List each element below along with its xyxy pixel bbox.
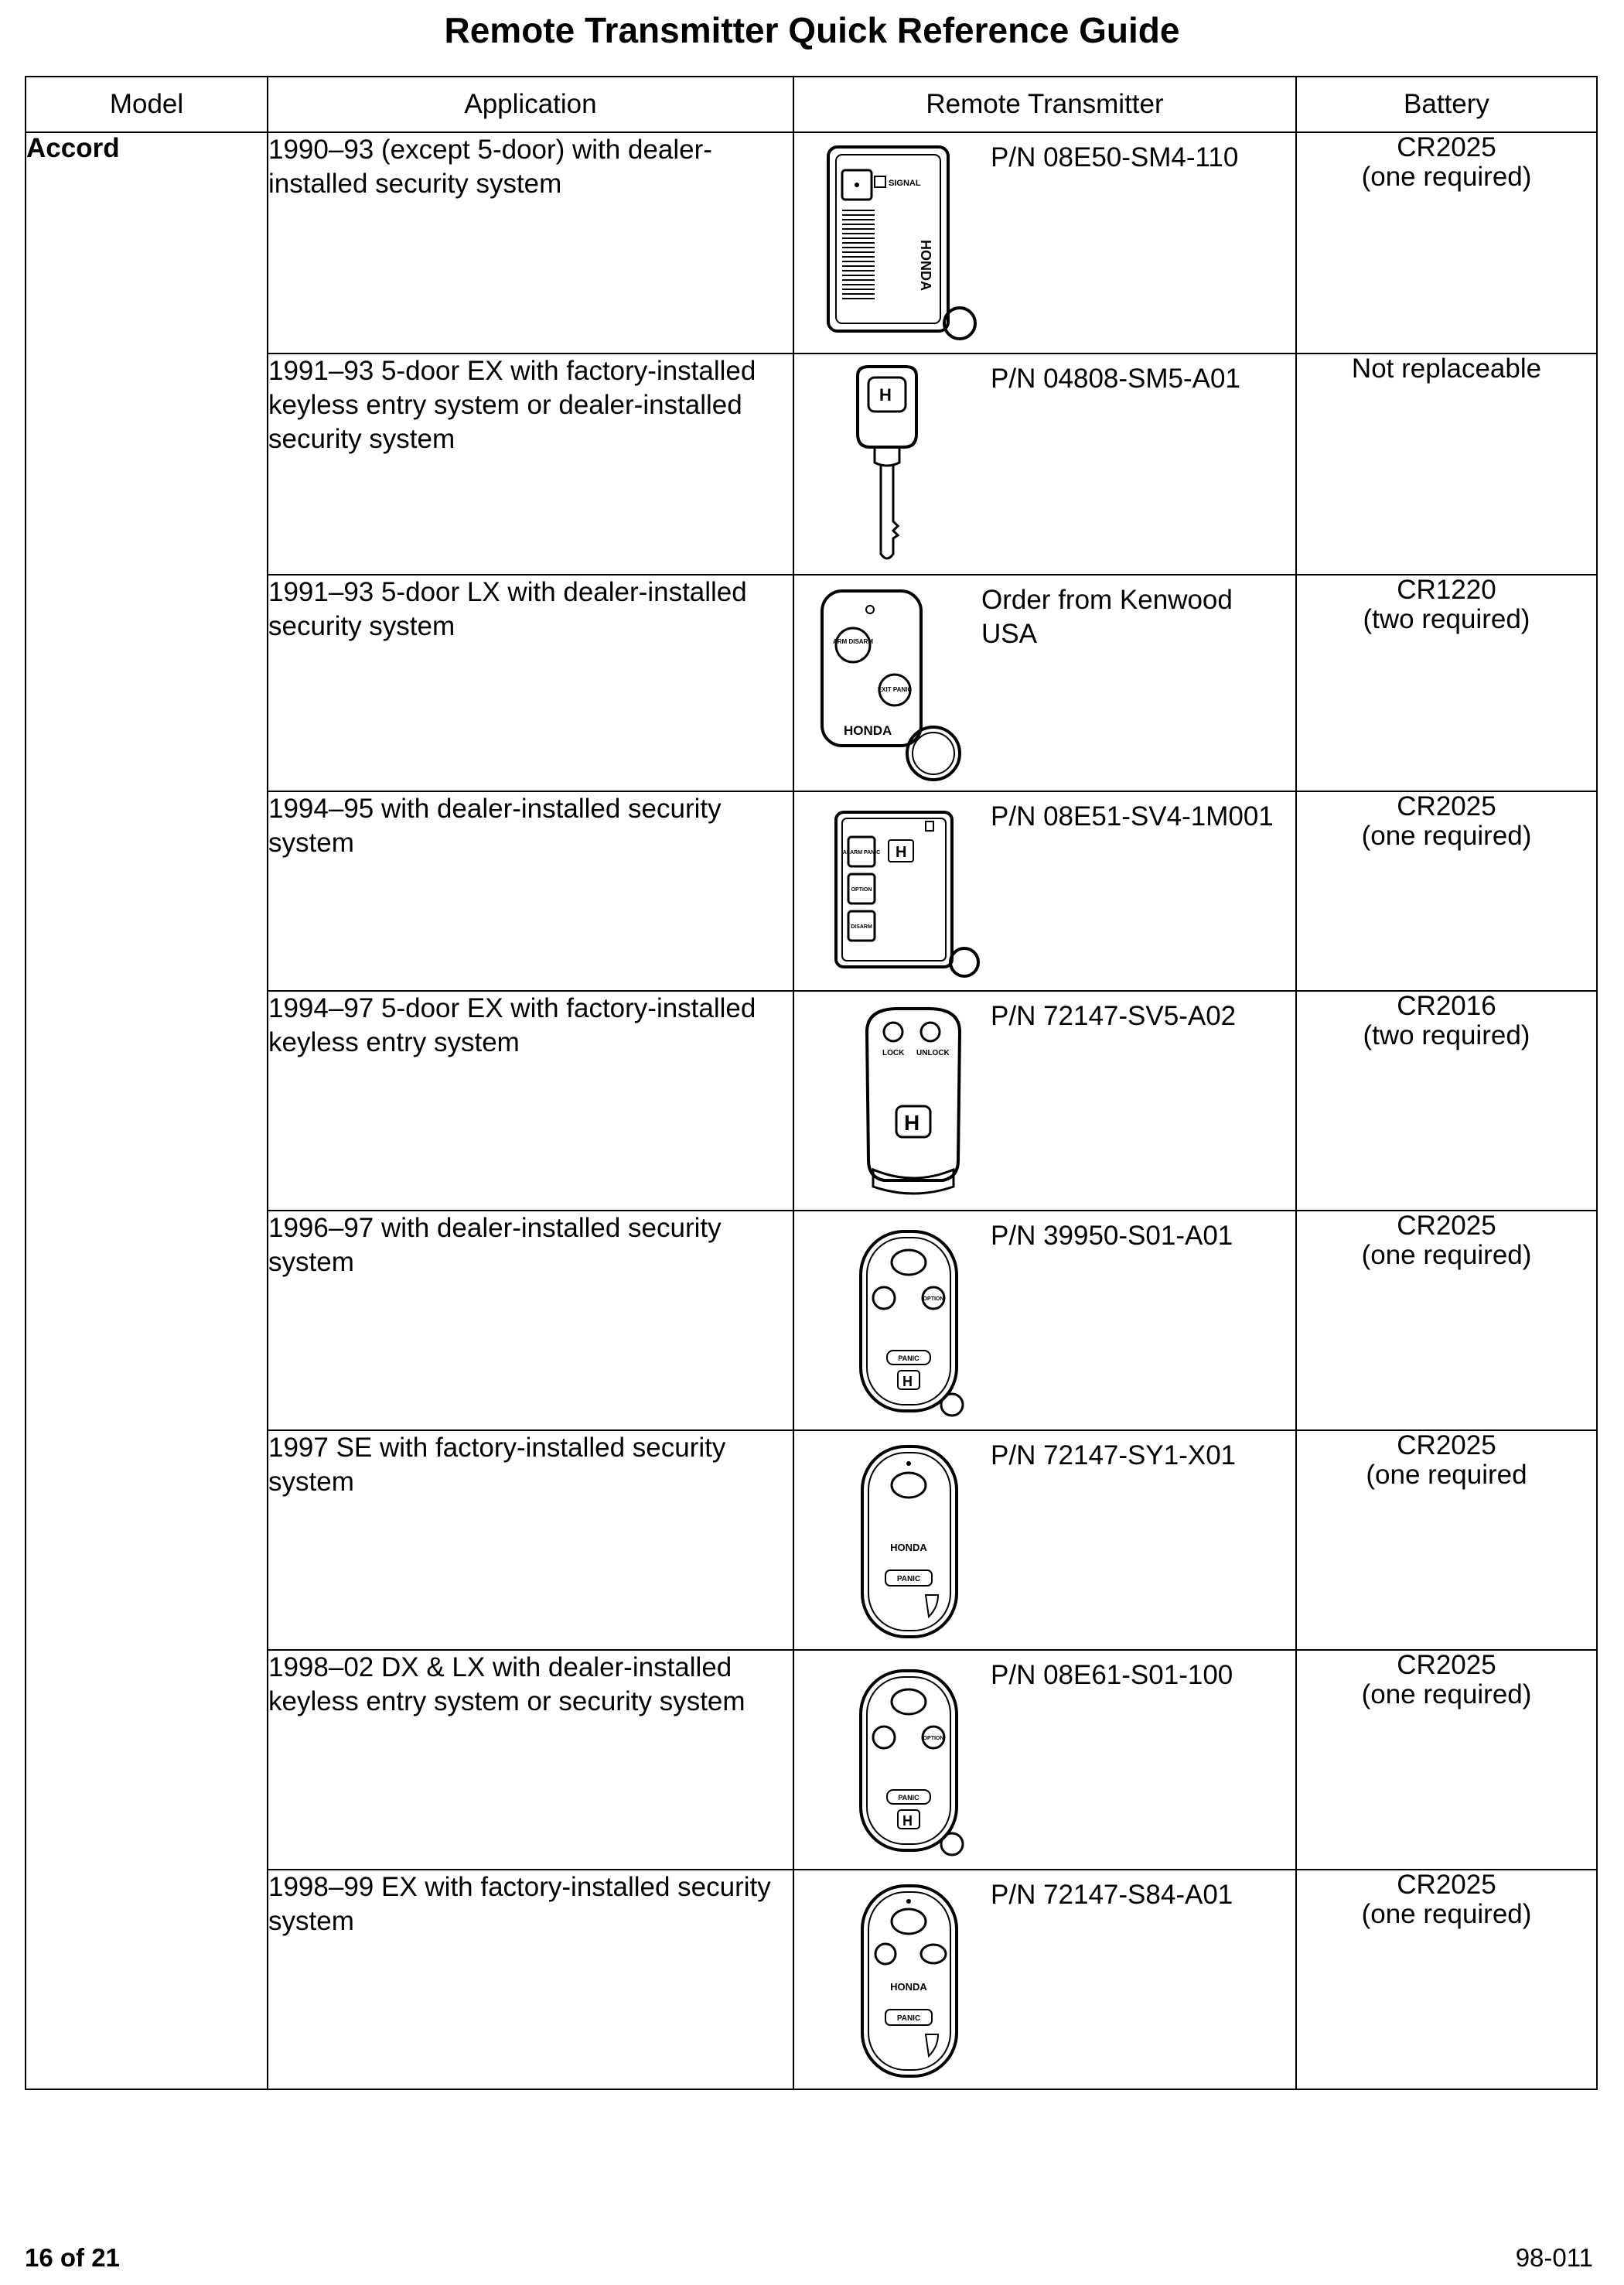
battery-cell [1296,1211,1597,1430]
application-cell: 1996–97 with dealer-installed security system [268,1211,793,1430]
page-title: Remote Transmitter Quick Reference Guide [444,10,1180,50]
application-cell: 1991–93 5-door LX with dealer-installed security system [268,575,793,791]
remote-image-kenwood [813,582,998,791]
svg-text:H: H [902,1813,913,1829]
header-remote: Remote Transmitter [793,77,1296,132]
header-model: Model [26,77,268,132]
svg-text:PANIC: PANIC [898,1794,919,1802]
battery-cell [1296,1870,1597,2089]
svg-text:HONDA: HONDA [890,1981,927,1993]
battery-quantity: (one required) [1361,162,1532,192]
svg-text:PANIC: PANIC [896,2014,921,2023]
battery-quantity: (one required) [1361,821,1532,851]
battery-quantity: (one required) [1361,1899,1532,1929]
svg-text:H: H [879,385,892,405]
svg-text:OPTION: OPTION [923,1296,944,1302]
remote-cell [793,791,1296,991]
remote-cell [793,1430,1296,1650]
application-cell: 1997 SE with factory-installed security system [268,1430,793,1650]
svg-text:DISARM: DISARM [851,924,872,930]
battery-type: CR2025 [1397,1650,1496,1680]
application-cell: 1998–02 DX & LX with dealer-installed keyless entry system or security system [268,1650,793,1870]
battery-cell [1296,132,1597,354]
svg-text:ARM DISARM: ARM DISARM [833,638,873,645]
remote-reference-table [25,76,1598,2090]
battery-cell [1296,354,1597,575]
remote-cell [793,132,1296,354]
remote-image-39950 [813,1218,998,1426]
battery-quantity: (one required [1366,1460,1527,1490]
svg-text:H: H [904,1111,920,1135]
battery-quantity: (one required) [1361,1240,1532,1270]
battery-type: Not replaceable [1351,354,1542,384]
battery-type: CR1220 [1397,575,1496,605]
header-battery: Battery [1296,77,1597,132]
svg-text:LOCK: LOCK [882,1049,905,1057]
part-number: P/N 04808-SM5-A01 [991,364,1240,394]
svg-text:PANIC: PANIC [898,1354,919,1362]
remote-cell [793,1870,1296,2089]
svg-text:H: H [896,844,907,861]
part-number: Order from Kenwood USA [981,585,1233,649]
part-number: P/N 08E51-SV4-1M001 [991,801,1274,832]
svg-text:OPTION: OPTION [923,1736,944,1741]
application-cell: 1994–95 with dealer-installed security system [268,791,793,991]
battery-quantity: (two required) [1363,604,1530,634]
part-number: P/N 72147-S84-A01 [991,1880,1233,1910]
remote-cell [793,1211,1296,1430]
part-number: P/N 08E61-S01-100 [991,1660,1233,1690]
remote-image-72147-s84 [813,1877,998,2085]
remote-cell [793,1650,1296,1870]
remote-image-72147-sv5 [813,998,998,1207]
remote-cell [793,991,1296,1211]
battery-quantity: (one required) [1361,1679,1532,1709]
battery-type: CR2025 [1397,1870,1496,1900]
svg-text:HONDA: HONDA [844,723,892,738]
remote-image-04808 [813,360,998,569]
remote-image-08e61 [813,1657,998,1866]
svg-text:H: H [902,1374,913,1389]
remote-image-08e50 [813,139,998,348]
document-number: 98-011 [1515,2243,1593,2272]
remote-cell [793,575,1296,791]
svg-text:HONDA: HONDA [918,240,933,291]
remote-image-08e51 [813,798,998,992]
battery-type: CR2016 [1397,991,1496,1021]
part-number: P/N 72147-SV5-A02 [991,1001,1237,1031]
application-cell: 1998–99 EX with factory-installed security system [268,1870,793,2089]
part-number: P/N 72147-SY1-X01 [991,1440,1237,1470]
battery-cell [1296,1430,1597,1650]
battery-type: CR2025 [1397,1430,1496,1460]
svg-text:HONDA: HONDA [890,1542,927,1553]
battery-quantity: (two required) [1363,1020,1530,1050]
battery-cell [1296,1650,1597,1870]
model-cell: Accord [26,132,268,2089]
application-cell: 1991–93 5-door EX with factory-installed keyless entry system or dealer-installed security system [268,354,793,575]
svg-text:UNLOCK: UNLOCK [916,1049,950,1057]
battery-type: CR2025 [1397,791,1496,821]
table-header-row [26,77,1597,132]
application-cell: 1994–97 5-door EX with factory-installed keyless entry system [268,991,793,1211]
svg-text:SIGNAL: SIGNAL [889,179,921,188]
battery-cell [1296,791,1597,991]
table-row [26,132,1597,354]
remote-cell [793,354,1296,575]
battery-cell [1296,575,1597,791]
battery-type: CR2025 [1397,132,1496,162]
application-cell: 1990–93 (except 5-door) with dealer-installed security system [268,132,793,354]
header-application: Application [268,77,793,132]
svg-text:PANIC: PANIC [896,1575,921,1583]
part-number: P/N 39950-S01-A01 [991,1221,1233,1251]
part-number: P/N 08E50-SM4-110 [991,142,1239,172]
battery-type: CR2025 [1397,1211,1496,1241]
svg-text:ALARM PANIC: ALARM PANIC [842,850,881,856]
battery-cell [1296,991,1597,1211]
remote-image-72147-sy1 [813,1437,998,1646]
page-number: 16 of 21 [25,2243,120,2272]
svg-text:EXIT PANIC: EXIT PANIC [877,686,913,693]
svg-text:OPTION: OPTION [851,887,872,893]
